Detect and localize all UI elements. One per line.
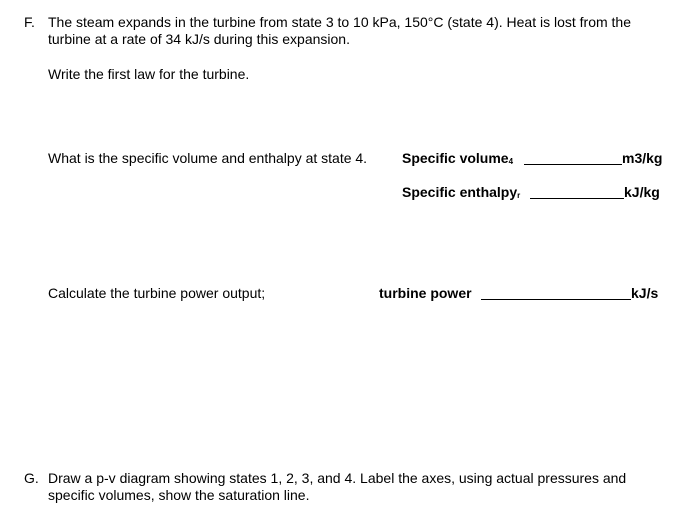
specific-volume-label: Specific volume$_4$ — [402, 150, 514, 166]
specific-enthalpy-subscript: r — [517, 191, 521, 200]
specific-volume-unit: m3/kg — [622, 150, 663, 166]
question-g-text-line1: Draw a p-v diagram showing states 1, 2, 3, and 4. Label the axes, using actual pressures and — [48, 470, 627, 486]
specific-enthalpy-answer-blank[interactable] — [530, 198, 624, 199]
question-g-letter: G. — [24, 470, 39, 486]
power-question: Calculate the turbine power output; — [48, 285, 266, 301]
question-f-text-line2: turbine at a rate of 34 kJ/s during this expansion. — [48, 31, 350, 47]
question-f-text-line1: The steam expands in the turbine from state 3 to 10 kPa, 150°C (state 4). Heat is lost from the — [48, 14, 631, 30]
turbine-power-answer-blank[interactable] — [481, 299, 631, 300]
first-law-prompt: Write the first law for the turbine. — [48, 66, 250, 82]
state4-question: What is the specific volume and enthalpy at state 4. — [48, 150, 368, 166]
specific-volume-answer-blank[interactable] — [524, 164, 622, 165]
specific-enthalpy-label: Specific enthalpy$_r$ — [402, 184, 521, 200]
specific-volume-subscript: 4 — [508, 157, 514, 166]
turbine-power-label: turbine power — [379, 285, 472, 301]
turbine-power-unit: kJ/s — [631, 285, 659, 301]
specific-enthalpy-unit: kJ/kg — [624, 184, 660, 200]
question-g-text-line2: specific volumes, show the saturation line. — [48, 487, 310, 503]
question-f-letter: F. — [24, 14, 35, 30]
